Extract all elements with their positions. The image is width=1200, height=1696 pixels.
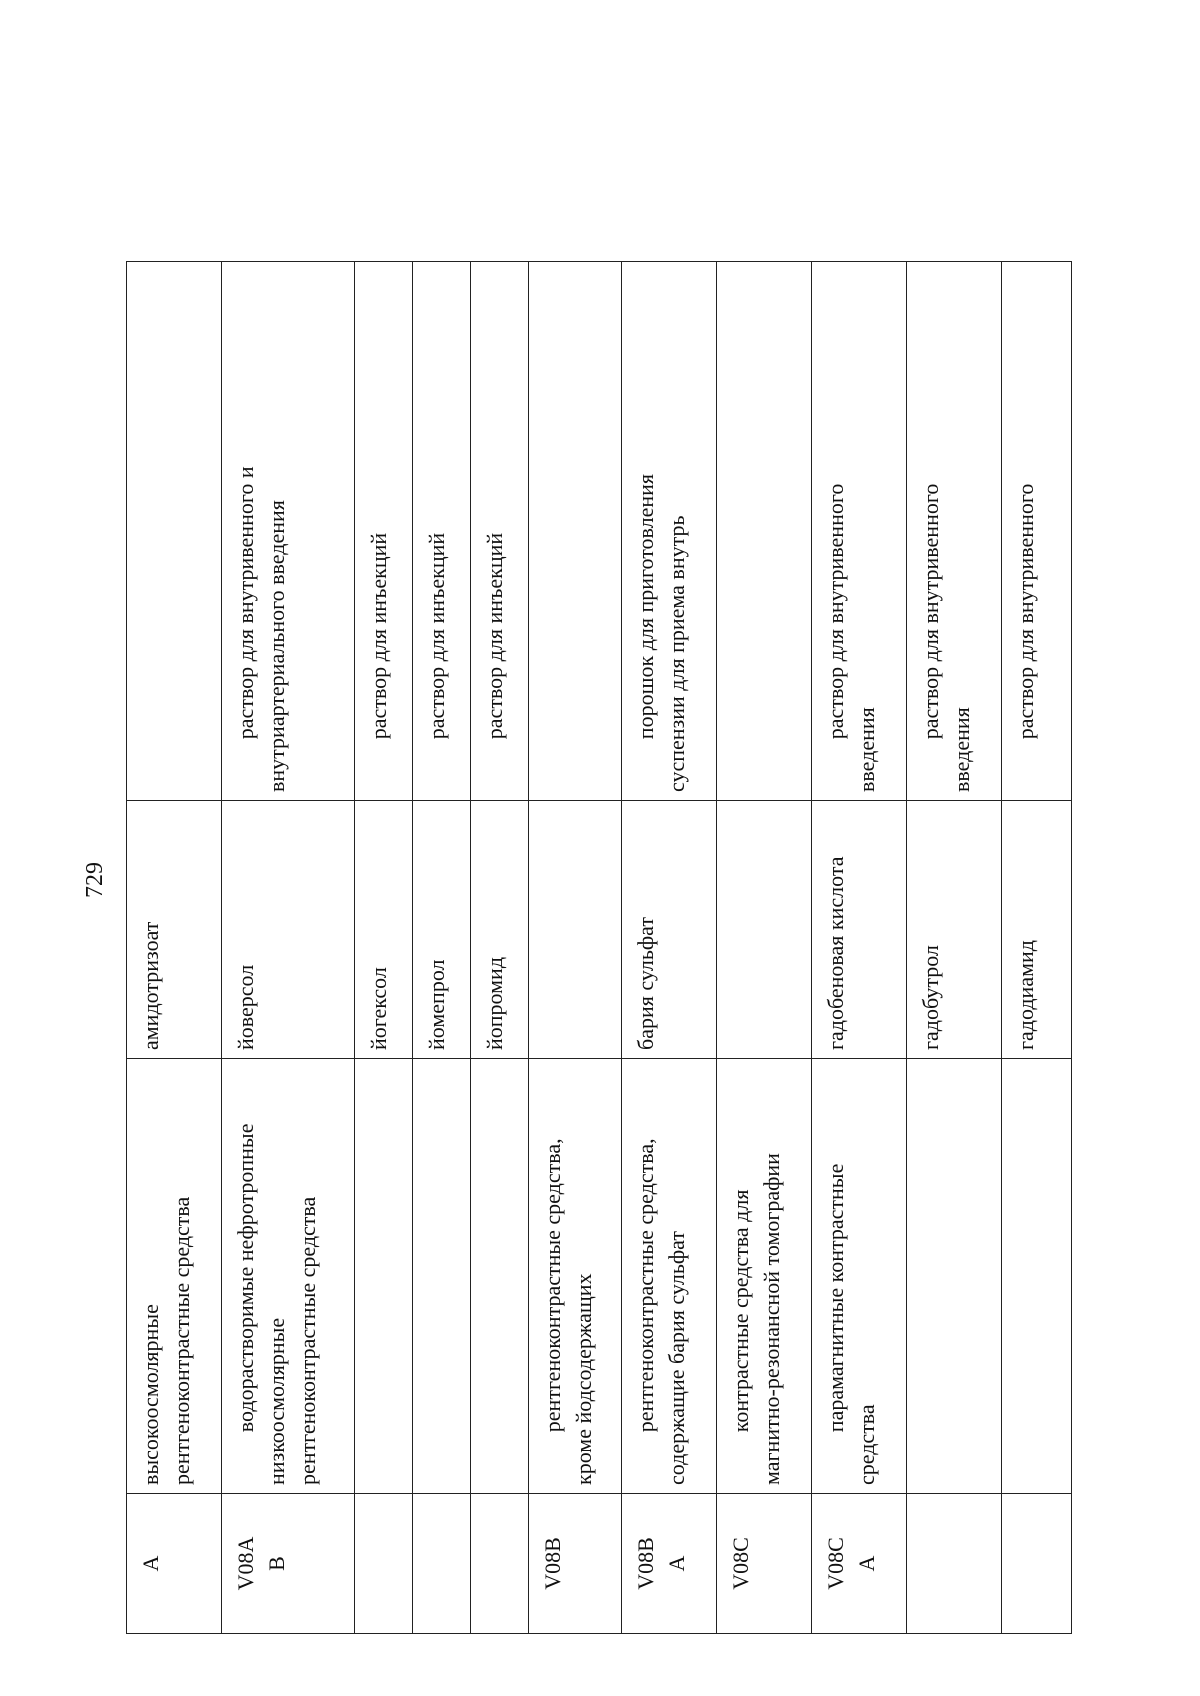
dosage-form-cell — [413, 262, 471, 801]
dosage-form-cell — [127, 262, 222, 801]
cell-line: содержащие бария сульфат — [663, 1231, 689, 1485]
atc-code-cell — [1002, 1494, 1072, 1634]
cell-line: водорастворимые нефротропные — [233, 1123, 259, 1433]
cell-line: введения — [853, 707, 879, 792]
group-name-cell — [528, 1059, 621, 1494]
substance-cell — [470, 801, 528, 1059]
group-name-cell — [355, 1059, 413, 1494]
cell-line: кроме йодсодержащих — [570, 1273, 596, 1485]
cell-line: V08A — [233, 1536, 259, 1591]
atc-code-cell — [906, 1494, 1001, 1634]
cell-line: введения — [948, 707, 974, 792]
page-number: 729 — [82, 862, 108, 898]
cell-line: A — [663, 1555, 689, 1572]
table-row — [1002, 262, 1072, 1634]
group-name-cell — [717, 1059, 811, 1494]
cell-line: раствор для внутривенного — [917, 483, 943, 740]
atc-code-cell — [413, 1494, 471, 1634]
dosage-form-cell — [528, 262, 621, 801]
substance-cell — [355, 801, 413, 1059]
cell-line: раствор для инъекций — [424, 532, 450, 740]
cell-line: раствор для внутривенного — [822, 483, 848, 740]
cell-line: раствор для внутривенного и — [233, 466, 259, 740]
substance-name: йомепрол — [424, 959, 450, 1050]
cell-line: раствор для инъекций — [366, 532, 392, 740]
group-name-cell — [1002, 1059, 1072, 1494]
substance-name: йоверсол — [233, 964, 259, 1050]
cell-line: раствор для внутривенного — [1013, 483, 1039, 740]
substance-cell — [906, 801, 1001, 1059]
group-name-cell — [906, 1059, 1001, 1494]
substance-cell — [222, 801, 355, 1059]
atc-code-cell — [621, 1494, 716, 1634]
substance-cell — [621, 801, 716, 1059]
table-row — [621, 262, 716, 1634]
cell-line: A — [853, 1555, 879, 1572]
cell-line: рентгеноконтрастные средства, — [539, 1138, 565, 1433]
substance-cell — [811, 801, 906, 1059]
table-row — [811, 262, 906, 1634]
substance-cell — [528, 801, 621, 1059]
cell-line: парамагнитные контрастные — [822, 1163, 848, 1433]
group-name-cell — [222, 1059, 355, 1494]
cell-line: контрастные средства для — [728, 1189, 754, 1433]
table-row — [413, 262, 471, 1634]
substance-name: амидотризоат — [138, 921, 163, 1050]
substance-name: бария сульфат — [632, 917, 658, 1050]
substance-name: йопромид — [481, 956, 507, 1050]
table-row — [222, 262, 355, 1634]
cell-line: низкоосмолярные — [264, 1317, 290, 1485]
table-row — [470, 262, 528, 1634]
group-name-cell — [127, 1059, 222, 1494]
group-name-cell — [413, 1059, 471, 1494]
table-row — [528, 262, 621, 1634]
cell-line: порошок для приготовления — [632, 473, 658, 740]
atc-code-cell — [470, 1494, 528, 1634]
atc-code-cell — [811, 1494, 906, 1634]
dosage-form-cell — [906, 262, 1001, 801]
table-row — [717, 262, 811, 1634]
cell-line: рентгеноконтрастные средства, — [632, 1138, 658, 1433]
dosage-form-cell — [355, 262, 413, 801]
dosage-form-cell — [470, 262, 528, 801]
cell-line: внутриартериального введения — [264, 500, 290, 792]
cell-line: V08C — [728, 1537, 754, 1590]
cell-line: суспензии для приема внутрь — [663, 515, 689, 792]
dosage-form-cell — [621, 262, 716, 801]
cell-line: раствор для инъекций — [481, 532, 507, 740]
cell-line: средства — [853, 1404, 879, 1485]
cell-line: рентгеноконтрастные средства — [295, 1196, 321, 1485]
cell-line: A — [138, 1555, 163, 1572]
cell-line: V08B — [632, 1537, 658, 1590]
dosage-form-cell — [222, 262, 355, 801]
group-name-cell — [470, 1059, 528, 1494]
substance-cell — [413, 801, 471, 1059]
cell-line: B — [264, 1556, 290, 1571]
substance-cell — [1002, 801, 1072, 1059]
drug-table-body — [127, 262, 1072, 1634]
table-row — [906, 262, 1001, 1634]
dosage-form-cell — [1002, 262, 1072, 801]
substance-name: йогексол — [366, 967, 392, 1050]
group-name-cell — [811, 1059, 906, 1494]
table-row — [127, 262, 222, 1634]
group-name-cell — [621, 1059, 716, 1494]
dosage-form-cell — [717, 262, 811, 801]
dosage-form-cell — [811, 262, 906, 801]
substance-cell — [717, 801, 811, 1059]
atc-code-cell — [717, 1494, 811, 1634]
atc-code-cell — [528, 1494, 621, 1634]
substance-name: гадобутрол — [917, 945, 943, 1050]
cell-line: магнитно-резонансной томографии — [759, 1153, 785, 1485]
cell-line: V08B — [539, 1537, 565, 1590]
atc-code-cell — [355, 1494, 413, 1634]
atc-code-cell — [127, 1494, 222, 1634]
table-row — [355, 262, 413, 1634]
substance-cell — [127, 801, 222, 1059]
substance-name: гадодиамид — [1013, 940, 1039, 1050]
substance-name: гадобеновая кислота — [822, 856, 848, 1050]
atc-code-cell — [222, 1494, 355, 1634]
cell-line: V08C — [822, 1537, 848, 1590]
cell-line: рентгеноконтрастные средства — [169, 1196, 194, 1485]
drug-table — [126, 262, 1072, 1634]
cell-line: высокоосмолярные — [138, 1304, 163, 1485]
